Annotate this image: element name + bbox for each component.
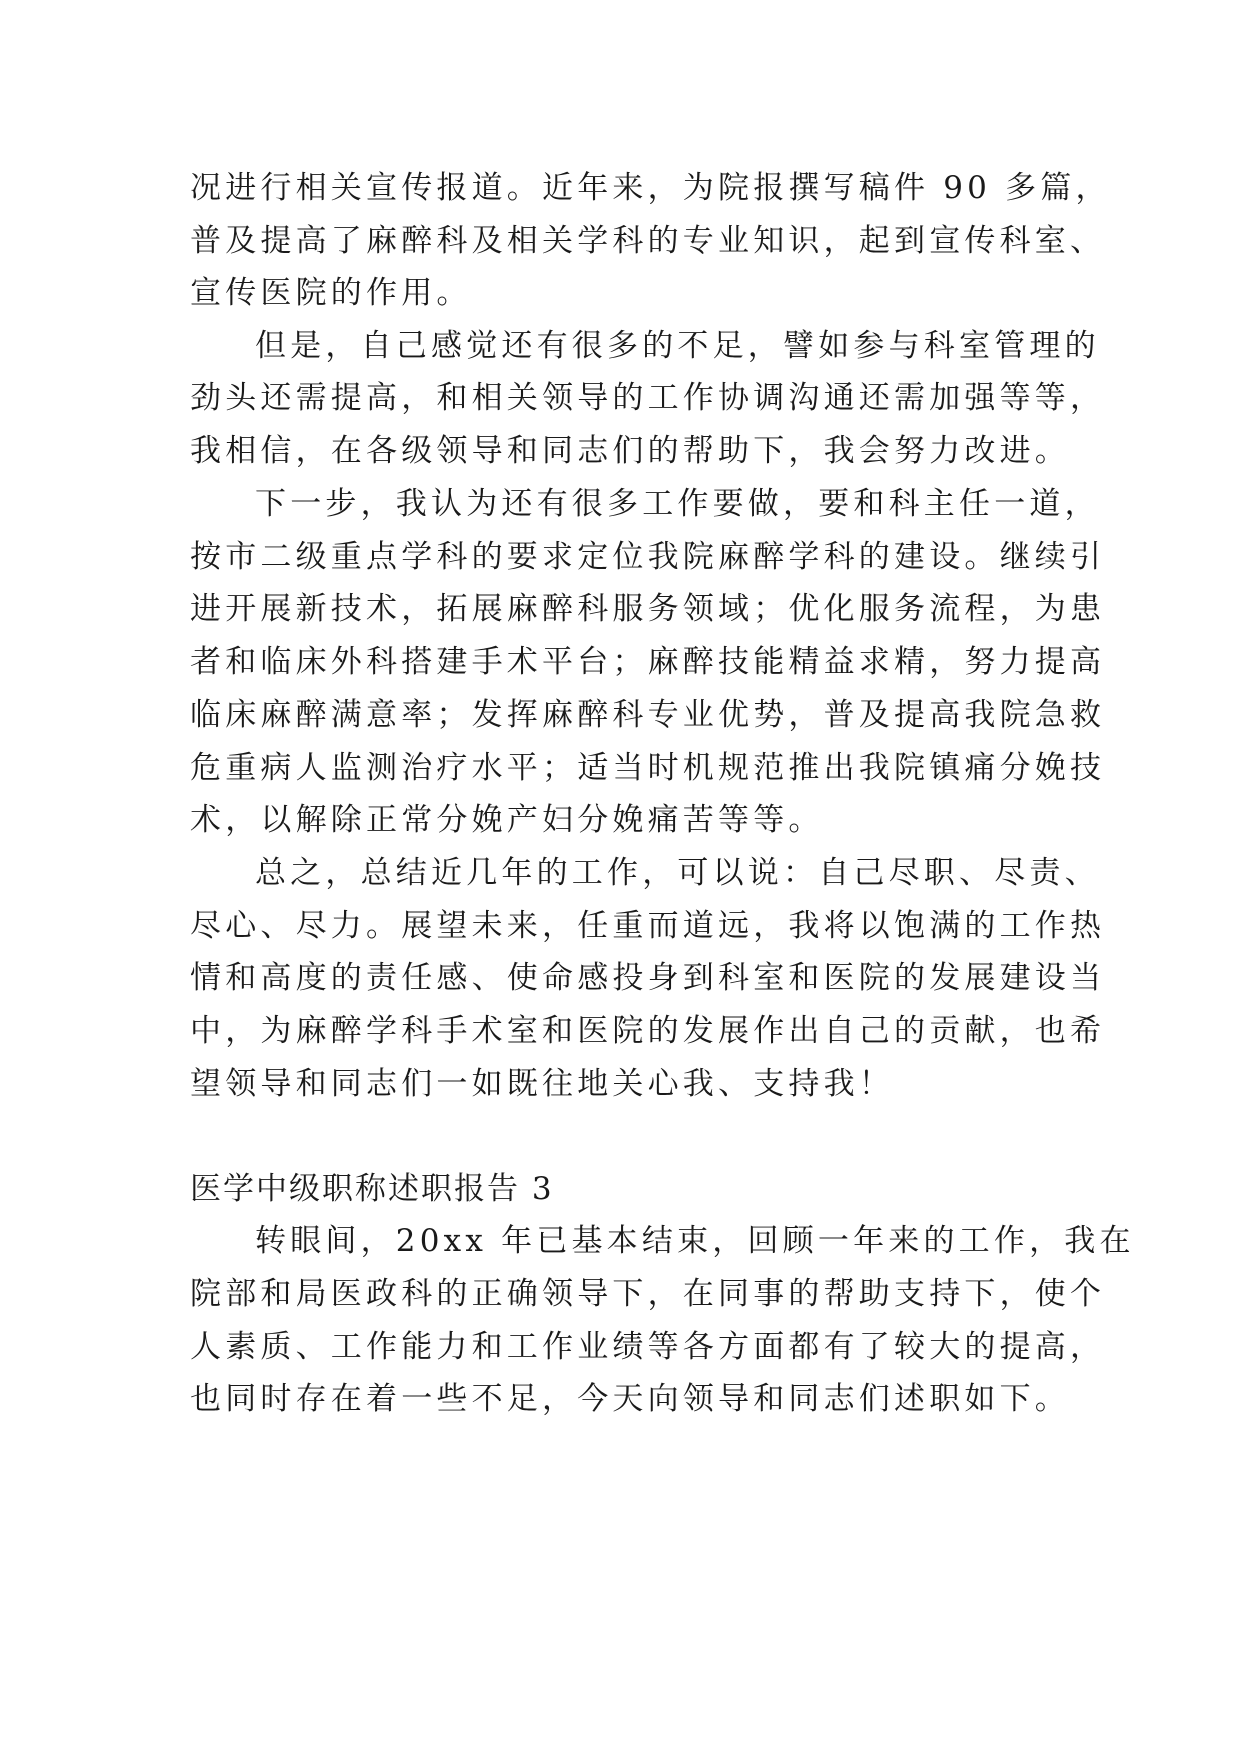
paragraph-line: 转眼间，20xx 年已基本结束，回顾一年来的工作，我在 xyxy=(255,1223,1135,1259)
paragraph-line: 按市二级重点学科的要求定位我院麻醉学科的建设。继续引 xyxy=(190,539,1106,575)
paragraph-line: 者和临床外科搭建手术平台；麻醉技能精益求精，努力提高 xyxy=(190,644,1106,680)
paragraph-line: 也同时存在着一些不足，今天向领导和同志们述职如下。 xyxy=(190,1381,1070,1417)
paragraph-line: 但是，自己感觉还有很多的不足，譬如参与科室管理的 xyxy=(255,328,1100,364)
paragraph-line: 宣传医院的作用。 xyxy=(190,275,472,311)
paragraph-line: 情和高度的责任感、使命感投身到科室和医院的发展建设当 xyxy=(190,960,1106,996)
section-title: 医学中级职称述职报告 3 xyxy=(190,1171,554,1207)
paragraph-line: 普及提高了麻醉科及相关学科的专业知识，起到宣传科室、 xyxy=(190,223,1106,259)
paragraph-line: 望领导和同志们一如既往地关心我、支持我！ xyxy=(190,1066,894,1102)
paragraph-line: 劲头还需提高，和相关领导的工作协调沟通还需加强等等， xyxy=(190,380,1106,416)
paragraph-line: 人素质、工作能力和工作业绩等各方面都有了较大的提高， xyxy=(190,1329,1106,1365)
paragraph-line: 中，为麻醉学科手术室和医院的发展作出自己的贡献，也希 xyxy=(190,1013,1106,1049)
paragraph-line: 况进行相关宣传报道。近年来，为院报撰写稿件 90 多篇， xyxy=(190,170,1111,206)
paragraph-line: 进开展新技术，拓展麻醉科服务领域；优化服务流程，为患 xyxy=(190,591,1106,627)
paragraph-line: 总之，总结近几年的工作，可以说：自己尽职、尽责、 xyxy=(255,855,1100,891)
paragraph-line: 尽心、尽力。展望未来，任重而道远，我将以饱满的工作热 xyxy=(190,908,1106,944)
paragraph-line: 危重病人监测治疗水平；适当时机规范推出我院镇痛分娩技 xyxy=(190,750,1106,786)
paragraph-line: 术，以解除正常分娩产妇分娩痛苦等等。 xyxy=(190,802,824,838)
paragraph-line: 临床麻醉满意率；发挥麻醉科专业优势，普及提高我院急救 xyxy=(190,697,1106,733)
paragraph-line: 下一步，我认为还有很多工作要做，要和科主任一道， xyxy=(255,486,1100,522)
paragraph-line: 院部和局医政科的正确领导下，在同事的帮助支持下，使个 xyxy=(190,1276,1106,1312)
paragraph-line: 我相信，在各级领导和同志们的帮助下，我会努力改进。 xyxy=(190,433,1070,469)
